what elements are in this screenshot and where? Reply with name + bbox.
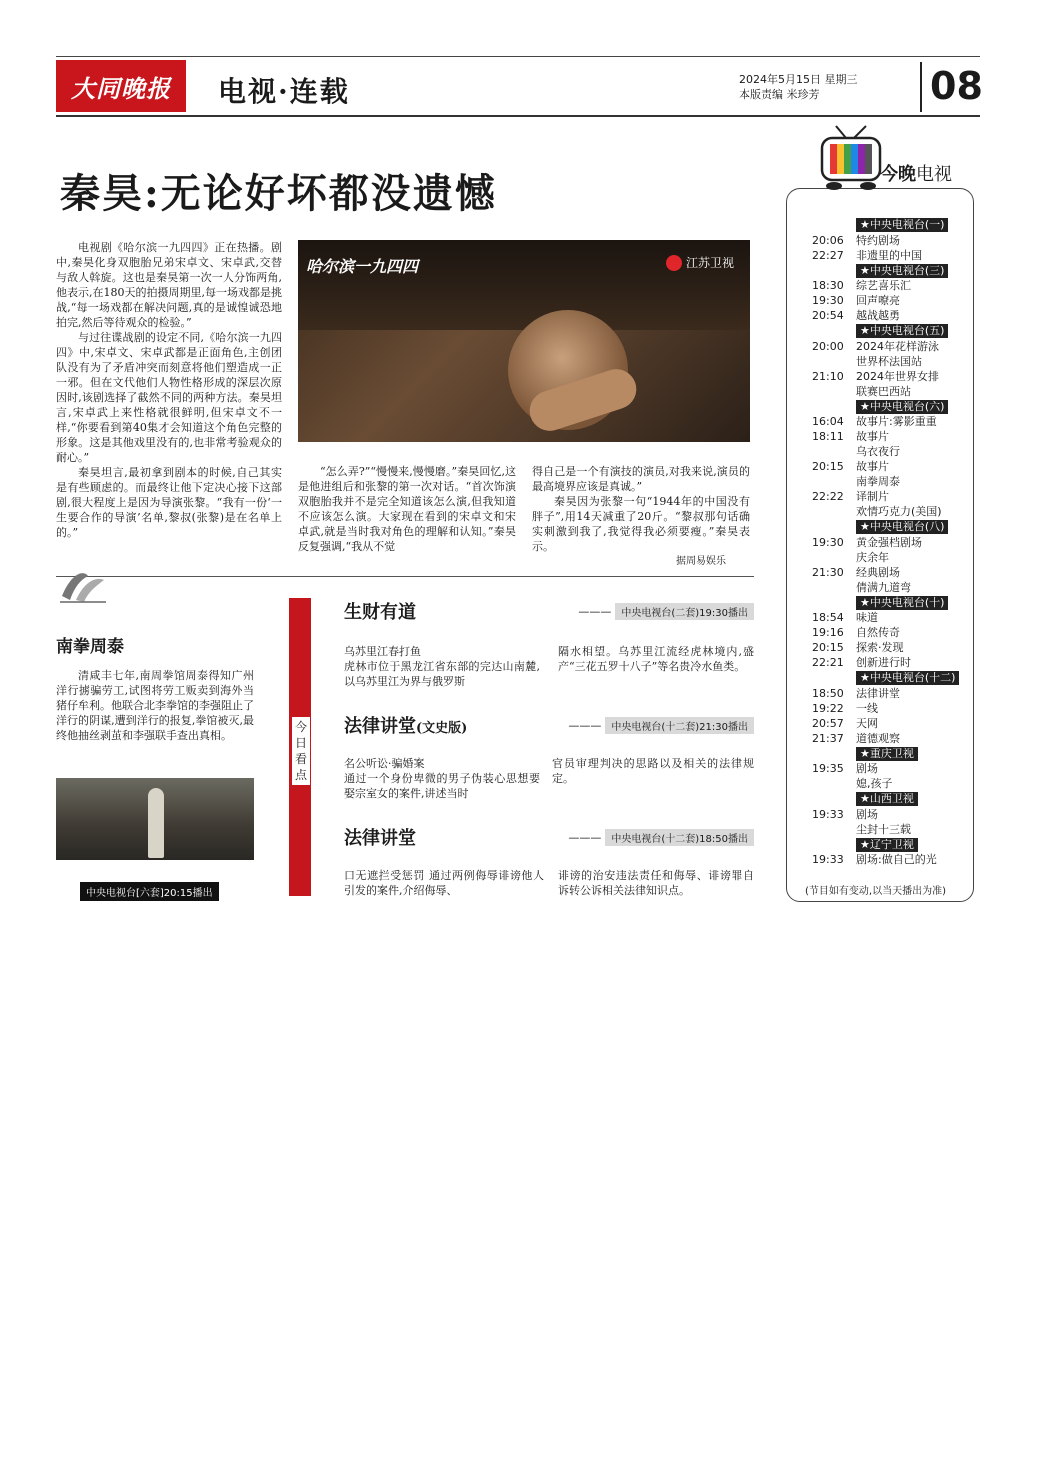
schedule-time: 21:10 — [812, 369, 844, 383]
schedule-program: 道德观察 — [856, 731, 900, 745]
schedule-program: 媳,孩子 — [856, 777, 893, 790]
serial-synopsis — [56, 668, 254, 743]
schedule-row — [812, 384, 972, 399]
schedule-program: 尘封十三载 — [856, 822, 911, 836]
television-icon — [816, 124, 886, 192]
schedule-program: 译制片 — [856, 490, 889, 503]
program-3-right-text: 诽谤的治安违法责任和侮辱、诽谤罪自诉转公诉相关法律知识点。 — [558, 869, 754, 897]
schedule-time — [812, 776, 856, 791]
schedule-row — [812, 354, 972, 369]
tv-guide-title: 今晚电视 — [880, 164, 952, 185]
article-column-1 — [56, 240, 282, 540]
schedule-row — [812, 852, 972, 867]
article-paragraph: 秦昊因为张黎一句“1944年的中国没有胖子”,用14天减重了20斤。“黎叔那句话确实刺激到我了,我觉得我必须要瘦。”秦昊表示。 — [532, 495, 750, 553]
schedule-time: 19:22 — [812, 701, 844, 715]
program-channel-time: 中央电视台(十二套)18:50播出 — [605, 829, 754, 846]
schedule-channel-header: ★山西卫视 — [856, 792, 918, 806]
serial-synopsis-text: 清咸丰七年,南周拳馆周泰得知广州洋行掳骗劳工,试图将劳工贩卖到海外当猪仔牟利。他联合北李拳馆的李强阻止了洋行的阴谋,遭到洋行的报复,拳馆被灭,最终他抽丝剥茧和李强联手查出真相。 — [56, 669, 254, 742]
standing-figure — [148, 788, 164, 858]
article-paragraph: 得自己是一个有演技的演员,对我来说,演员的最高境界应该是真诚。” — [532, 465, 750, 493]
schedule-row — [812, 429, 972, 444]
schedule-time: 20:15 — [812, 460, 844, 473]
schedule-program: 故事片 — [856, 460, 889, 473]
newspaper-logo: 大同晚报 — [56, 60, 186, 112]
schedule-time: 20:57 — [812, 716, 844, 730]
program-title: 生财有道 — [344, 602, 416, 623]
schedule-program: 黄金强档剧场 — [856, 535, 922, 549]
serial-still-photo — [56, 778, 254, 860]
schedule-channel-header: ★中央电视台(十二) — [856, 671, 959, 685]
channel-watermark — [666, 254, 734, 271]
drama-still-photo — [298, 240, 750, 442]
schedule-row — [812, 731, 972, 746]
schedule-row — [812, 610, 972, 625]
program-dash: ——— — [568, 718, 602, 732]
schedule-row — [812, 293, 972, 308]
schedule-time: 18:30 — [812, 279, 844, 292]
program-2-right-text: 官员审理判决的思路以及相关的法律规定。 — [552, 757, 754, 785]
schedule-program: 味道 — [856, 611, 878, 624]
middle-rule — [56, 576, 754, 577]
schedule-program: 南拳周泰 — [856, 475, 900, 488]
schedule-row — [812, 655, 972, 670]
article-headline: 秦昊:无论好坏都没遗憾 — [60, 170, 497, 217]
schedule-time: 20:00 — [812, 339, 844, 353]
schedule-time — [812, 822, 856, 837]
program-3-left-text: 口无遮拦受惩罚 通过两例侮辱诽谤他人引发的案件,介绍侮辱、 — [344, 869, 544, 897]
schedule-row — [812, 716, 972, 731]
schedule-program: 探索·发现 — [856, 641, 904, 654]
schedule-time — [812, 354, 856, 369]
schedule-note: (节目如有变动,以当天播出为准) — [805, 886, 946, 897]
schedule-row — [812, 550, 972, 565]
program-1-left-text: 乌苏里江春打鱼 虎林市位于黑龙江省东部的完达山南麓,以乌苏里江为界与俄罗斯 — [344, 645, 540, 688]
schedule-time: 19:33 — [812, 807, 844, 821]
schedule-time — [812, 444, 856, 459]
schedule-channel-header: ★中央电视台(一) — [856, 218, 948, 232]
schedule-row — [812, 489, 972, 504]
schedule-program: 世界杯法国站 — [856, 354, 922, 368]
schedule-program: 剧场 — [856, 807, 878, 821]
article-column-3 — [532, 464, 750, 569]
schedule-time: 18:11 — [812, 430, 844, 443]
schedule-time — [812, 580, 856, 595]
schedule-time: 21:30 — [812, 565, 844, 579]
schedule-channel-header: ★辽宁卫视 — [856, 838, 918, 852]
schedule-row — [812, 776, 972, 791]
schedule-program: 创新进行时 — [856, 656, 911, 669]
schedule-row — [812, 625, 972, 640]
schedule-row — [812, 701, 972, 716]
schedule-time: 19:35 — [812, 762, 844, 775]
schedule-program: 越战越勇 — [856, 309, 900, 322]
schedule-row — [812, 565, 972, 580]
schedule-row — [812, 339, 972, 354]
schedule-time: 18:50 — [812, 686, 844, 700]
article-paragraph: 秦昊坦言,最初拿到剧本的时候,自己其实是有些顾虑的。而最终让他下定决心接下这部剧,很大程度上是因为导演张黎。“我有一份‘一生要合作的导演’名单,黎叔(张黎)是在名单上的。” — [56, 466, 282, 539]
serial-broadcast-caption: 中央电视台[六套]20:15播出 — [80, 882, 219, 901]
schedule-program: 剧场:做自己的光 — [856, 853, 937, 866]
program-1-right-text: 隔水相望。乌苏里江流经虎林境内,盛产“三花五罗十八子”等名贵冷水鱼类。 — [558, 645, 754, 673]
program-title: 法律讲堂(文史版) — [344, 716, 468, 737]
schedule-time: 19:30 — [812, 294, 844, 307]
program-title: 法律讲堂 — [344, 828, 416, 849]
schedule-time — [812, 504, 856, 519]
schedule-program: 联赛巴西站 — [856, 384, 911, 398]
schedule-time: 21:37 — [812, 731, 844, 745]
schedule-program: 综艺喜乐汇 — [856, 279, 911, 292]
schedule-program: 一线 — [856, 701, 878, 715]
schedule-row — [812, 535, 972, 550]
schedule-row — [812, 474, 972, 489]
schedule-program: 倩满九道弯 — [856, 580, 911, 594]
jiangsu-tv-logo-icon — [666, 255, 682, 271]
article-paragraph: 电视剧《哈尔滨一九四四》正在热播。剧中,秦昊化身双胞胎兄弟宋卓文、宋卓武,交替与敌人斡旋。这也是秦昊第一次一人分饰两角,他表示,在180天的拍摄周期里,每一场戏都是挑战,“每一场戏都在解决问题,真的是诚惶诚恐地拍完,然后等待观众的检验。” — [56, 241, 282, 329]
schedule-time: 22:27 — [812, 248, 844, 262]
schedule-row — [812, 233, 972, 248]
schedule-row — [812, 414, 972, 429]
schedule-row — [812, 248, 972, 263]
schedule-program: 故事片 — [856, 430, 889, 443]
schedule-time — [812, 384, 856, 399]
schedule-channel-header: ★中央电视台(八) — [856, 520, 948, 534]
schedule-program: 欢情巧克力(美国) — [856, 505, 942, 518]
schedule-program: 非遗里的中国 — [856, 248, 922, 262]
schedule-time: 22:21 — [812, 656, 844, 669]
program-dash: ——— — [568, 830, 602, 844]
schedule-channel-header: ★中央电视台(三) — [856, 264, 948, 278]
page-number: 08 — [930, 64, 983, 108]
schedule-program: 回声嘹亮 — [856, 294, 900, 307]
schedule-row — [812, 640, 972, 655]
schedule-program: 故事片:雾影重重 — [856, 415, 937, 428]
schedule-program: 2024年世界女排 — [856, 369, 939, 383]
schedule-program: 天网 — [856, 716, 878, 730]
today-highlight-text: 今日看点 — [295, 720, 308, 782]
program-3 — [344, 824, 754, 850]
schedule-program: 经典剧场 — [856, 565, 900, 579]
program-1 — [344, 598, 754, 624]
schedule-row — [812, 822, 972, 837]
article-column-2 — [298, 464, 516, 554]
schedule-row — [812, 444, 972, 459]
program-dash: ——— — [578, 604, 612, 618]
schedule-row — [812, 761, 972, 776]
serial-title: 南拳周泰 — [56, 637, 124, 657]
article-paragraph: “怎么弄?”“慢慢来,慢慢磨。”秦昊回忆,这是他进组后和张黎的第一次对话。“首次饰演双胞胎我并不是完全知道该怎么演,但我知道不应该怎么演。大家现在看到的宋卓文和宋卓武,就是当时我对角色的理解和认知。”秦昊反复强调,“我从不觉 — [298, 465, 516, 553]
drama-title-calligraphy: 哈尔滨一九四四 — [306, 257, 419, 276]
today-highlight-label — [291, 716, 311, 786]
schedule-row — [812, 369, 972, 384]
schedule-program: 法律讲堂 — [856, 686, 900, 700]
schedule-program: 乌衣夜行 — [856, 445, 900, 458]
schedule-row — [812, 580, 972, 595]
issue-info — [739, 72, 858, 102]
schedule-row — [812, 459, 972, 474]
schedule-row — [812, 278, 972, 293]
schedule-row — [812, 686, 972, 701]
schedule-channel-header: ★中央电视台(十) — [856, 596, 948, 610]
schedule-time: 19:16 — [812, 626, 844, 639]
article-paragraph: 与过往谍战剧的设定不同,《哈尔滨一九四四》中,宋卓文、宋卓武都是正面角色,主创团队没有为了矛盾冲突而刻意将他们塑造成一正一邪。但在文代他们人物性格形成的深层次原因时,该剧选择了截然不同的两种方法。秦昊坦言,宋卓武上来性格就很鲜明,但宋卓文不一样,“你要看到第40集才会知道这个角色完整的形象。这是其他戏里没有的,也非常考验观众的耐心。” — [56, 331, 282, 464]
schedule-program: 庆余年 — [856, 550, 889, 564]
schedule-channel-header: ★中央电视台(六) — [856, 400, 948, 414]
schedule-program: 剧场 — [856, 762, 878, 775]
schedule-time: 20:54 — [812, 309, 844, 322]
schedule-row — [812, 504, 972, 519]
schedule-time — [812, 474, 856, 489]
schedule-row — [812, 308, 972, 323]
schedule-time: 19:30 — [812, 535, 844, 549]
schedule-program: 2024年花样游泳 — [856, 339, 939, 353]
header-divider — [920, 62, 922, 112]
schedule-time: 20:15 — [812, 641, 844, 654]
schedule-time: 22:22 — [812, 490, 844, 503]
schedule-channel-header: ★中央电视台(五) — [856, 324, 948, 338]
program-2-left-text: 名公听讼·骗婚案 通过一个身份卑微的男子伪装心思想要娶宗室女的案件,讲述当时 — [344, 757, 540, 800]
schedule-program: 自然传奇 — [856, 626, 900, 639]
schedule-channel-header: ★重庆卫视 — [856, 747, 918, 761]
section-title: 电视·连载 — [218, 75, 350, 108]
article-source: 据周易娱乐 — [676, 556, 726, 567]
serial-decoration-icon — [58, 566, 108, 606]
tv-schedule — [812, 217, 972, 867]
issue-date: 2024年5月15日 星期三 — [739, 73, 858, 86]
schedule-time — [812, 550, 856, 565]
header-rule — [56, 115, 980, 117]
program-channel-time: 中央电视台(十二套)21:30播出 — [605, 717, 754, 734]
channel-watermark-text: 江苏卫视 — [685, 256, 734, 270]
schedule-time: 18:54 — [812, 611, 844, 624]
top-rule — [56, 56, 980, 57]
schedule-time: 20:06 — [812, 233, 844, 247]
schedule-time: 16:04 — [812, 415, 844, 428]
page-editor: 本版责编 米珍芳 — [739, 88, 820, 101]
program-channel-time: 中央电视台(二套)19:30播出 — [615, 603, 754, 620]
schedule-row — [812, 807, 972, 822]
schedule-time: 19:33 — [812, 853, 844, 866]
program-2 — [344, 712, 754, 738]
schedule-program: 特约剧场 — [856, 233, 900, 247]
